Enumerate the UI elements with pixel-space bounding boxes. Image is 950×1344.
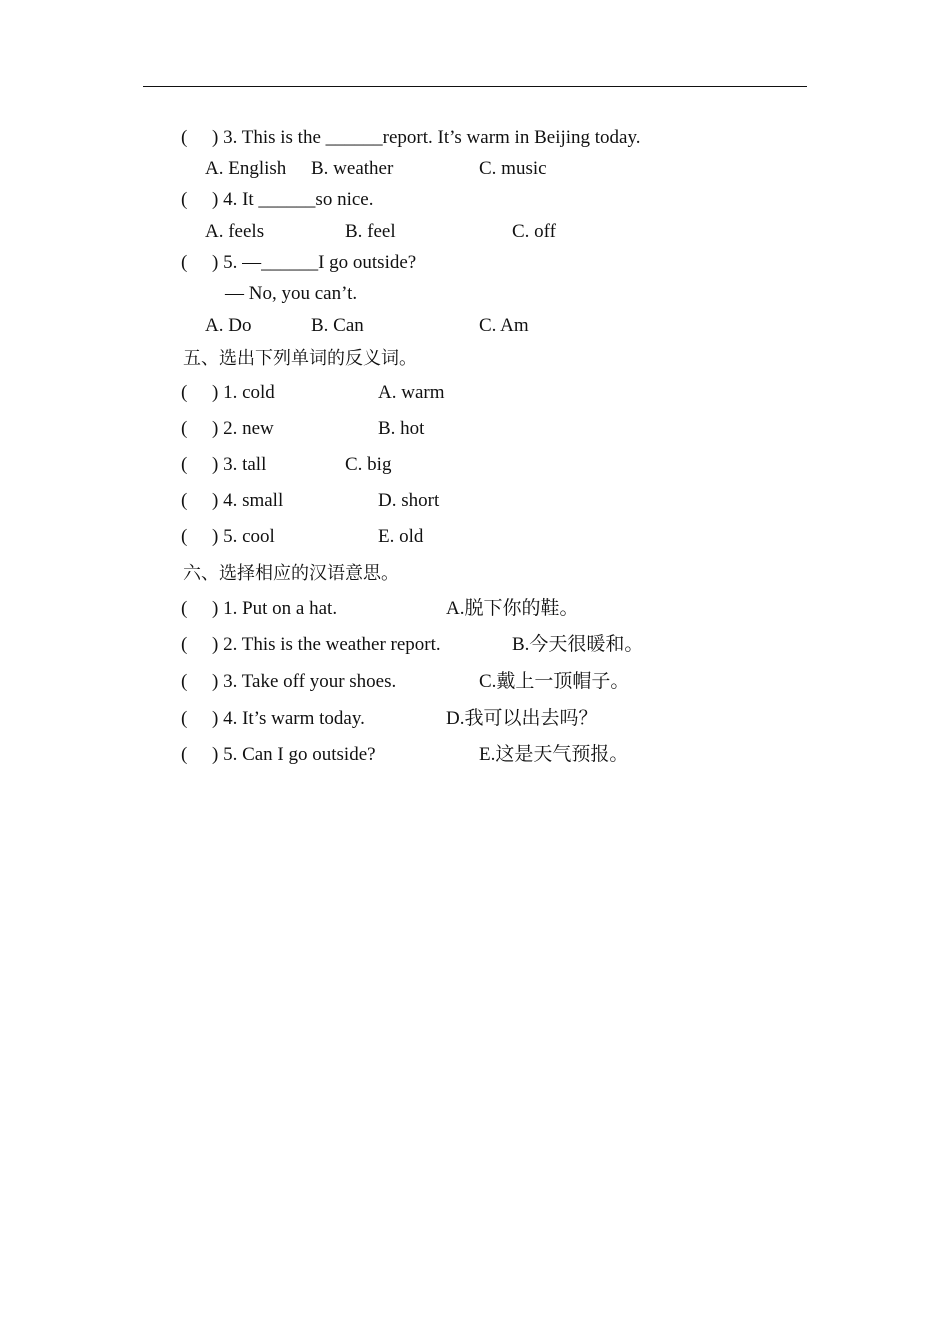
part6-item5-sentence: ) 5. Can I go outside?: [212, 744, 376, 765]
part6-item1-paren: (: [181, 598, 188, 619]
part5-item1-option: A. warm: [378, 382, 445, 403]
part6-item2-paren: (: [181, 634, 188, 655]
part6-item2-sentence: ) 2. This is the weather report.: [212, 634, 441, 655]
q4-option-c: C. off: [512, 221, 556, 242]
part6-item5-paren: (: [181, 744, 188, 765]
part6-item4-sentence: ) 4. It’s warm today.: [212, 708, 365, 729]
part6-item4-paren: (: [181, 708, 188, 729]
part6-heading: 六、选择相应的汉语意思。: [183, 563, 399, 583]
q4-text: ) 4. It ______so nice.: [212, 189, 374, 210]
part5-item3-word: ) 3. tall: [212, 454, 267, 475]
part5-item3-paren: (: [181, 454, 188, 475]
q5-option-c: C. Am: [479, 315, 529, 336]
q3-option-b: B. weather: [311, 158, 394, 179]
q3-paren: (: [181, 127, 188, 148]
part6-item3-option: C.戴上一顶帽子。: [479, 671, 630, 692]
q4-option-b: B. feel: [345, 221, 396, 242]
q5-option-a: A. Do: [205, 315, 252, 336]
part6-item1-option: A.脱下你的鞋。: [446, 598, 579, 619]
part5-item4-word: ) 4. small: [212, 490, 284, 511]
part5-item1-paren: (: [181, 382, 188, 403]
part5-item2-option: B. hot: [378, 418, 425, 439]
header-rule: [143, 86, 807, 87]
part5-heading: 五、选出下列单词的反义词。: [183, 348, 417, 368]
part6-item1-sentence: ) 1. Put on a hat.: [212, 598, 338, 619]
q3-text: ) 3. This is the ______report. It’s warm in Beijing today.: [212, 127, 641, 148]
q5-paren: (: [181, 252, 188, 273]
part5-item5-option: E. old: [378, 526, 424, 547]
q4-paren: (: [181, 189, 188, 210]
part6-item4-option: D.我可以出去吗？: [446, 708, 598, 729]
part6-item3-paren: (: [181, 671, 188, 692]
part5-item4-paren: (: [181, 490, 188, 511]
part5-item3-option: C. big: [345, 454, 392, 475]
q5-option-b: B. Can: [311, 315, 364, 336]
part6-item2-option: B.今天很暖和。: [512, 634, 644, 655]
q3-option-a: A. English: [205, 158, 287, 179]
part5-item1-word: ) 1. cold: [212, 382, 275, 403]
part5-item2-word: ) 2. new: [212, 418, 274, 439]
part5-item5-paren: (: [181, 526, 188, 547]
q5-text: ) 5. —______I go outside?: [212, 252, 417, 273]
q5-reply: — No, you can’t.: [225, 283, 358, 304]
part6-item5-option: E.这是天气预报。: [479, 744, 629, 765]
part5-item5-word: ) 5. cool: [212, 526, 275, 547]
q4-option-a: A. feels: [205, 221, 265, 242]
part6-item3-sentence: ) 3. Take off your shoes.: [212, 671, 397, 692]
part5-item4-option: D. short: [378, 490, 440, 511]
part5-item2-paren: (: [181, 418, 188, 439]
q3-option-c: C. music: [479, 158, 547, 179]
